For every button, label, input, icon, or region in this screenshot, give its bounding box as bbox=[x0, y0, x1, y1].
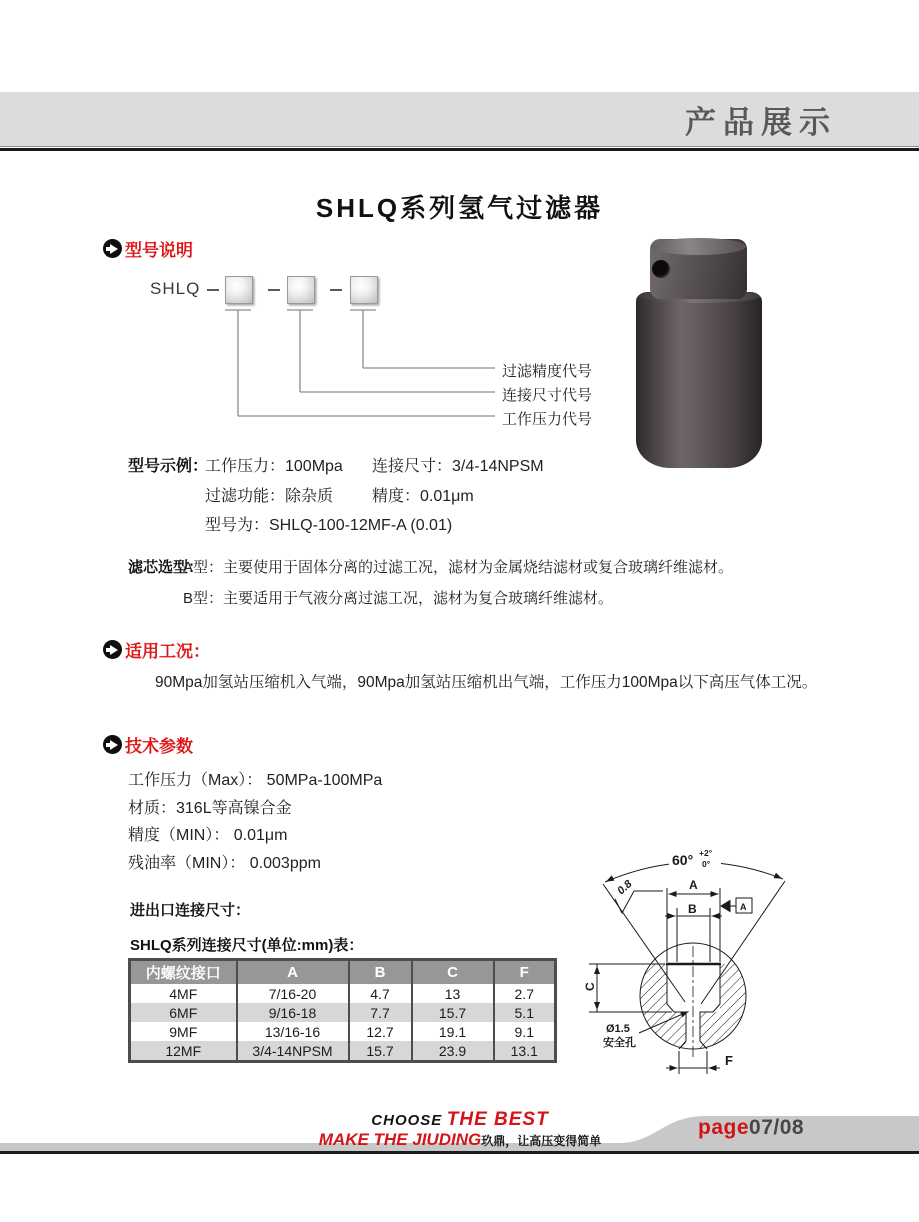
code-label-connection: 连接尺寸代号 bbox=[502, 387, 593, 404]
col-header-f: F bbox=[494, 960, 556, 985]
slogan-the-best: THE BEST bbox=[446, 1109, 549, 1130]
section-arrow-icon bbox=[103, 735, 122, 754]
page-number-value: 07/08 bbox=[749, 1116, 805, 1139]
connection-dimensions-table bbox=[128, 958, 557, 1063]
section-header-specs bbox=[103, 732, 193, 757]
page-number bbox=[698, 1116, 804, 1140]
example-function: 过滤功能：除杂质 bbox=[205, 488, 334, 505]
cell: 7/16-20 bbox=[237, 984, 349, 1003]
section-header-model-label: 型号说明 bbox=[125, 241, 193, 260]
page-title: SHLQ系列氢气过滤器 bbox=[315, 193, 604, 223]
conditions-body: 90Mpa加氢站压缩机入气端，90Mpa加氢站压缩机出气端，工作压力100Mpa以下高压气体工况。 bbox=[155, 674, 818, 691]
banner-divider bbox=[0, 148, 919, 151]
product-photo bbox=[636, 226, 762, 470]
drawing-hole-name-label: 安全孔 bbox=[603, 1037, 636, 1049]
table-row bbox=[130, 1022, 556, 1041]
drawing-dim-c-label: C bbox=[583, 982, 597, 991]
drawing-angle-tol-minus: 0° bbox=[702, 859, 711, 869]
footer-slogan bbox=[235, 1110, 685, 1150]
top-banner bbox=[0, 92, 919, 147]
banner-title: 产品展示 bbox=[685, 104, 837, 140]
example-model-code: 型号为：SHLQ-100-12MF-A (0.01) bbox=[205, 517, 453, 534]
code-label-precision: 过滤精度代号 bbox=[502, 363, 593, 380]
drawing-dim-a-label: A bbox=[689, 878, 698, 892]
cell: 15.7 bbox=[412, 1003, 494, 1022]
col-header-a: A bbox=[237, 960, 349, 985]
cell: 3/4-14NPSM bbox=[237, 1041, 349, 1062]
table-intro: 进出口连接尺寸： bbox=[130, 902, 251, 919]
table-row bbox=[130, 1041, 556, 1062]
footer-divider bbox=[0, 1151, 919, 1154]
product-body bbox=[636, 292, 762, 468]
table-row bbox=[130, 984, 556, 1003]
section-header-model bbox=[103, 236, 193, 261]
spec-residual-oil: 残油率（MIN）： 0.003ppm bbox=[128, 855, 321, 872]
drawing-dim-b-label: B bbox=[688, 902, 697, 916]
model-code-dash bbox=[207, 289, 219, 291]
section-header-specs-label: 技术参数 bbox=[125, 737, 193, 756]
drawing-angle-tol-plus: +2° bbox=[699, 848, 713, 858]
cell: 9/16-18 bbox=[237, 1003, 349, 1022]
cell: 12.7 bbox=[349, 1022, 412, 1041]
drawing-angle-label: 60° bbox=[672, 852, 694, 868]
table-row bbox=[130, 1003, 556, 1022]
cell: 13.1 bbox=[494, 1041, 556, 1062]
drawing-roughness-label: 0.8 bbox=[615, 878, 635, 898]
cell: 7.7 bbox=[349, 1003, 412, 1022]
cell: 6MF bbox=[130, 1003, 237, 1022]
cell: 12MF bbox=[130, 1041, 237, 1062]
technical-drawing bbox=[575, 836, 919, 1080]
code-label-pressure: 工作压力代号 bbox=[502, 411, 593, 428]
section-header-conditions-label: 适用工况： bbox=[125, 642, 210, 661]
drawing-hole-dia-label: Ø1.5 bbox=[606, 1023, 630, 1035]
page-word: page bbox=[698, 1116, 750, 1139]
cell: 9.1 bbox=[494, 1022, 556, 1041]
spec-precision: 精度（MIN）： 0.01μm bbox=[128, 827, 288, 844]
cell: 4.7 bbox=[349, 984, 412, 1003]
example-precision: 精度：0.01μm bbox=[372, 488, 474, 505]
example-pressure: 工作压力：100Mpa bbox=[205, 458, 343, 475]
cell: 15.7 bbox=[349, 1041, 412, 1062]
model-series-prefix: SHLQ bbox=[150, 279, 201, 298]
col-header-c: C bbox=[412, 960, 494, 985]
product-cap-hole bbox=[652, 260, 670, 278]
col-header-thread: 内螺纹接口 bbox=[130, 960, 237, 985]
element-type-a: A型：主要使用于固体分离的过滤工况，滤材为金属烧结滤材或复合玻璃纤维滤材。 bbox=[183, 559, 734, 576]
cell: 5.1 bbox=[494, 1003, 556, 1022]
cell: 19.1 bbox=[412, 1022, 494, 1041]
section-arrow-icon bbox=[103, 239, 122, 258]
cell: 13/16-16 bbox=[237, 1022, 349, 1041]
example-connection: 连接尺寸：3/4-14NPSM bbox=[372, 458, 544, 475]
table-header-row bbox=[130, 960, 556, 985]
drawing-datum-label: A bbox=[740, 902, 747, 912]
cell: 23.9 bbox=[412, 1041, 494, 1062]
spec-pressure: 工作压力（Max）： 50MPa-100MPa bbox=[128, 772, 383, 789]
example-label: 型号示例： bbox=[128, 458, 209, 475]
cell: 13 bbox=[412, 984, 494, 1003]
section-arrow-icon bbox=[103, 640, 122, 659]
col-header-b: B bbox=[349, 960, 412, 985]
cell: 9MF bbox=[130, 1022, 237, 1041]
model-code-dash bbox=[330, 289, 342, 291]
spec-material: 材质：316L等高镍合金 bbox=[128, 800, 292, 817]
element-type-b: B型：主要适用于气液分离过滤工况，滤材为复合玻璃纤维滤材。 bbox=[183, 590, 614, 607]
cell: 4MF bbox=[130, 984, 237, 1003]
drawing-dim-f-label: F bbox=[725, 1053, 733, 1068]
slogan-make-the-jiuding: MAKE THE JIUDING bbox=[318, 1129, 482, 1149]
cell: 2.7 bbox=[494, 984, 556, 1003]
element-selection-label: 滤芯选型： bbox=[128, 559, 204, 576]
table-caption: SHLQ系列连接尺寸(单位:mm)表： bbox=[130, 937, 364, 954]
slogan-choose: CHOOSE bbox=[371, 1112, 443, 1129]
model-code-dash bbox=[268, 289, 280, 291]
slogan-tagline-cn: 玖鼎，让高压变得简单 bbox=[481, 1133, 602, 1148]
section-header-conditions bbox=[103, 637, 210, 662]
